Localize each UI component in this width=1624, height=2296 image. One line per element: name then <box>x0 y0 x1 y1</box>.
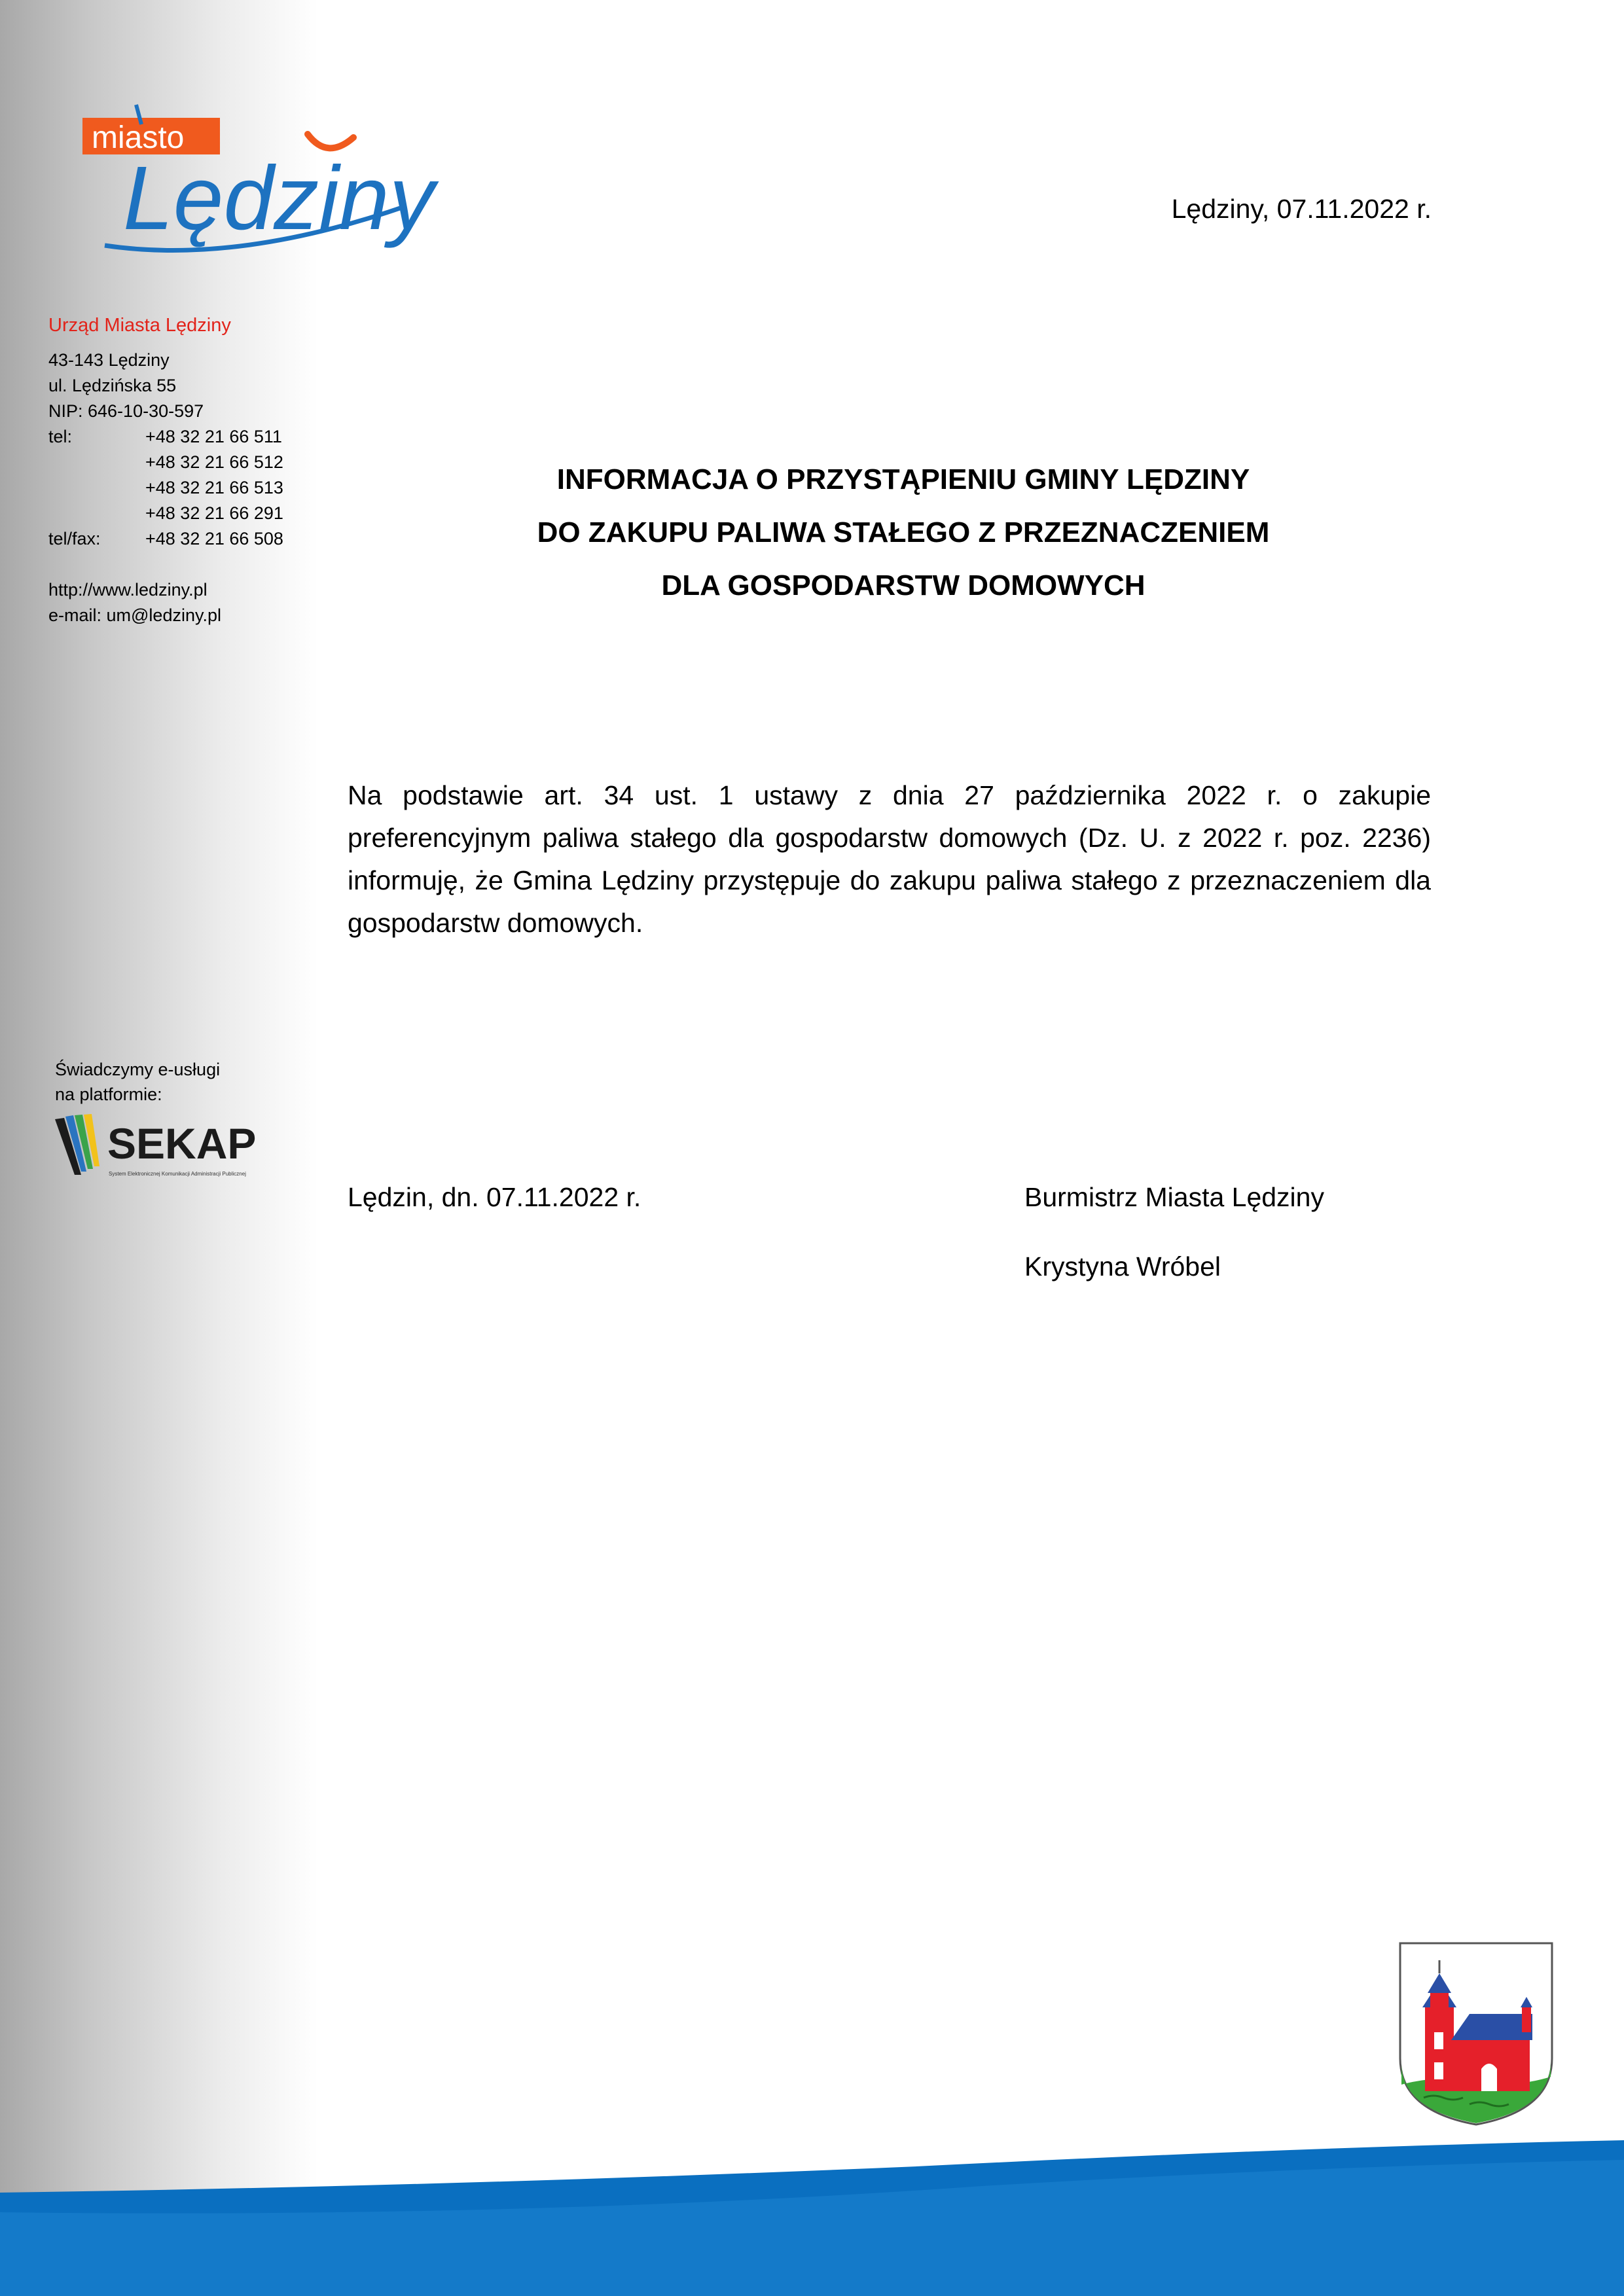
miasto-ledziny-logo <box>79 98 445 268</box>
fax-label: tel/fax: <box>48 529 101 548</box>
website-link[interactable]: http://www.ledziny.pl <box>48 580 208 600</box>
heading-line-2: DO ZAKUPU PALIWA STAŁEGO Z PRZEZNACZENIEM <box>537 516 1270 548</box>
tel-label: tel: <box>48 427 73 446</box>
services-line-2: na platformie: <box>55 1085 162 1104</box>
postal-address: 43-143 Lędziny <box>48 350 170 370</box>
logo-swoosh-orange <box>308 134 353 148</box>
sekap-logo <box>55 1113 258 1185</box>
heading-line-3: DLA GOSPODARSTW DOMOWYCH <box>661 569 1146 601</box>
signatory-role: Burmistrz Miasta Lędziny <box>1024 1182 1324 1212</box>
coat-of-arms-emblem <box>1398 1941 1555 2127</box>
fax-number: +48 32 21 66 508 <box>145 529 283 548</box>
logo-word-top: miasto <box>92 120 185 155</box>
signature-place-date: Lędzin, dn. 07.11.2022 r. <box>348 1182 641 1212</box>
services-line-1: Świadczymy e-usługi <box>55 1060 221 1079</box>
phone-number: +48 32 21 66 511 <box>145 427 282 446</box>
phone-row-2 <box>48 450 323 475</box>
letter-date: Lędziny, 07.11.2022 r. <box>1171 194 1432 224</box>
phone-row-4 <box>48 501 323 526</box>
signatory-name: Krystyna Wróbel <box>1024 1251 1221 1282</box>
office-name: Urząd Miasta Lędziny <box>48 315 231 336</box>
footer-blue-wave <box>0 2140 1624 2296</box>
heading-line-1: INFORMACJA O PRZYSTĄPIENIU GMINY LĘDZINY <box>556 463 1250 495</box>
church-door <box>1481 2064 1497 2091</box>
sekap-wordmark: SEKAP <box>107 1119 257 1168</box>
letter-heading <box>347 453 1460 612</box>
logo-word-main: Lędziny <box>123 148 435 249</box>
e-services-note <box>55 1057 220 1107</box>
fax-row <box>48 526 323 552</box>
phone-number: +48 32 21 66 291 <box>145 503 283 523</box>
phone-number: +48 32 21 66 512 <box>145 452 283 472</box>
nip-number: NIP: 646-10-30-597 <box>48 401 204 421</box>
letter-body: Na podstawie art. 34 ust. 1 ustawy z dnia 27 października 2022 r. o zakupie preferencyjnym paliwa stałego dla gospodarstw domowych (Dz. U. z 2022 r. poz. 2236) informuję, że Gmina Lędziny przystępuje do zakupu paliwa stałego z przeznaczeniem dla gospodarstw domowych. <box>348 780 1431 938</box>
phone-number: +48 32 21 66 513 <box>145 478 283 497</box>
contact-block <box>48 313 323 628</box>
phone-row-3 <box>48 475 323 501</box>
phone-row-1 <box>48 424 323 450</box>
street-address: ul. Lędzińska 55 <box>48 376 177 395</box>
email-link[interactable]: e-mail: um@ledziny.pl <box>48 605 221 625</box>
sekap-tagline: System Elektronicznej Komunikacji Administracji Publicznej <box>109 1171 246 1177</box>
